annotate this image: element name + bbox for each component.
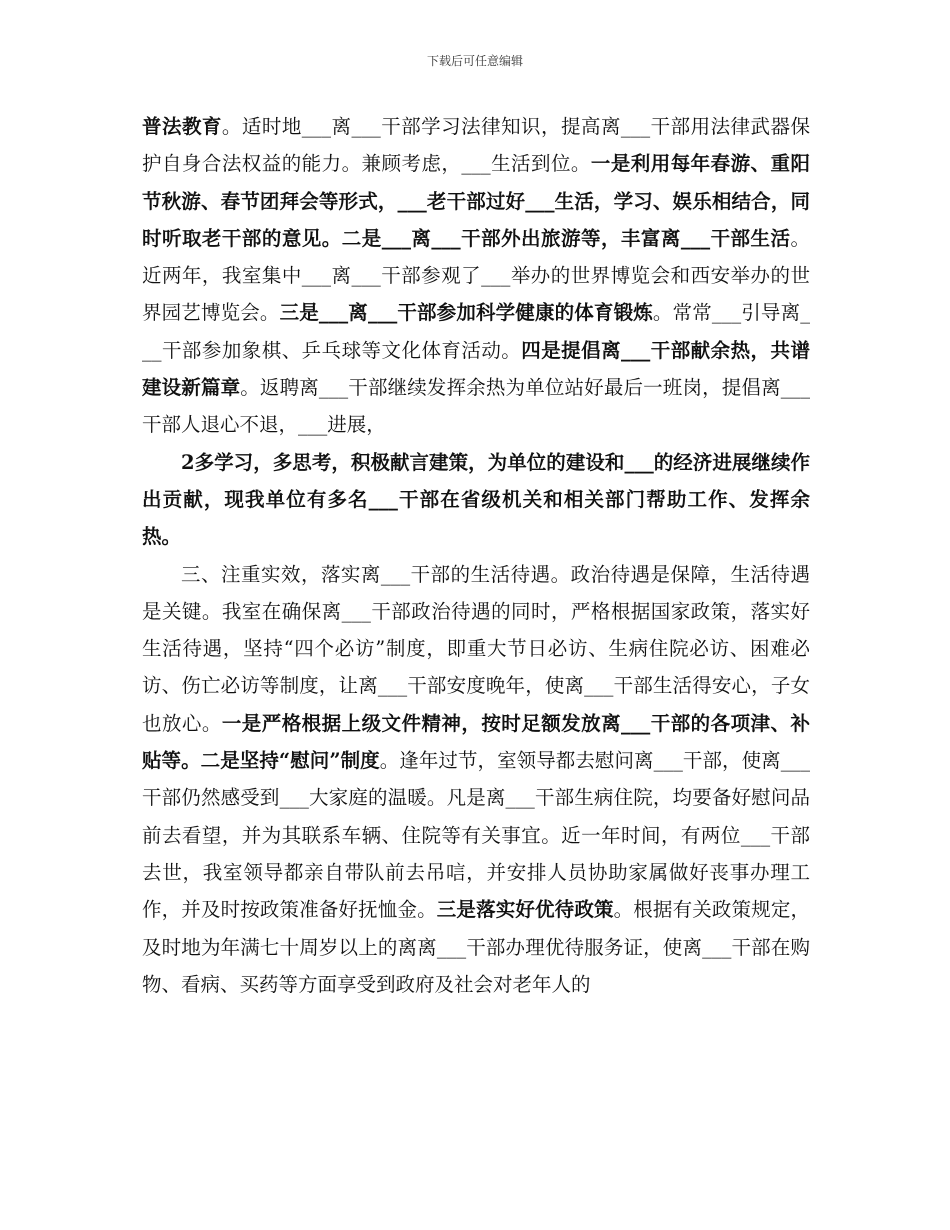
text-run: 三、注重实效，落实离___干部的生活待遇。政治待遇是保障，生活待遇是关键。我室在确保离___干部政治待遇的同时，严格根据国家政策，落实好生活待遇，坚持“四个必访”制度，即重大节日必访、生病住院必访、困难必访、伤亡必访等制度，让离___干部安度晚年，使离___干部生活得安心，子女也放心。 (142, 562, 810, 735)
text-run: 普法教育 (142, 115, 222, 138)
paragraph-3 (142, 556, 810, 1004)
text-run: 一是严格根据上级文件精神，按时足额发放离___干部的各项津、补贴等。二是坚持“慰问”制度 (142, 711, 810, 773)
text-run: 。返聘离___干部继续发挥余热为单位站好最后一班岗，提倡离___干部人退心不退，___进展， (142, 376, 810, 437)
text-run: 四是提倡离___干部献余热，共谱建设新篇章 (142, 338, 810, 400)
text-run: 。适时地___离___干部学习法律知识，提高离___干部用法律武器保护自身合法权益的能力。兼顾考虑，___生活到位。 (142, 115, 810, 176)
paragraph-1 (142, 108, 810, 444)
text-run: 一是利用每年春游、重阳节秋游、春节团拜会等形式，___老干部过好___生活，学习、娱乐相结合，同时听取老干部的意见。二是___离___干部外出旅游等，丰富离___干部生活 (142, 152, 810, 250)
paragraph-2 (142, 444, 810, 556)
text-run: 。近两年，我室集中___离___干部参观了___举办的世界博览会和西安举办的世界园艺博览会。 (142, 226, 810, 325)
text-run: 。逢年过节，室领导都去慰问离___干部，使离___干部仍然感受到___大家庭的温暖。凡是离___干部生病住院，均要备好慰问品前去看望，并为其联系车辆、住院等有关事宜。近一年时间，有两位___干部去世，我室领导都亲自带队前去吊唁，并安排人员协助家属做好丧事办理工作，并及时按政策准备好抚恤金。 (142, 749, 810, 922)
text-run: 。根据有关政策规定，及时地为年满七十周岁以上的离离___干部办理优待服务证，使离___干部在购物、看病、买药等方面享受到政府及社会对老年人的 (142, 898, 810, 996)
text-run: 三是落实好优待政策 (436, 898, 614, 922)
text-run: 三是___离___干部参加科学健康的体育锻炼 (279, 301, 653, 325)
text-run: 。常常___引导离___干部参加象棋、乒乓球等文化体育活动。 (142, 301, 810, 362)
document-body (142, 108, 810, 1003)
text-run: 2多学习，多思考，积极献言建策，为单位的建设和___的经济进展继续作出贡献，现我单位有多名___干部在省级机关和相关部门帮助工作、发挥余热。 (142, 450, 810, 549)
page-header: 下载后可任意编辑 (426, 54, 523, 68)
